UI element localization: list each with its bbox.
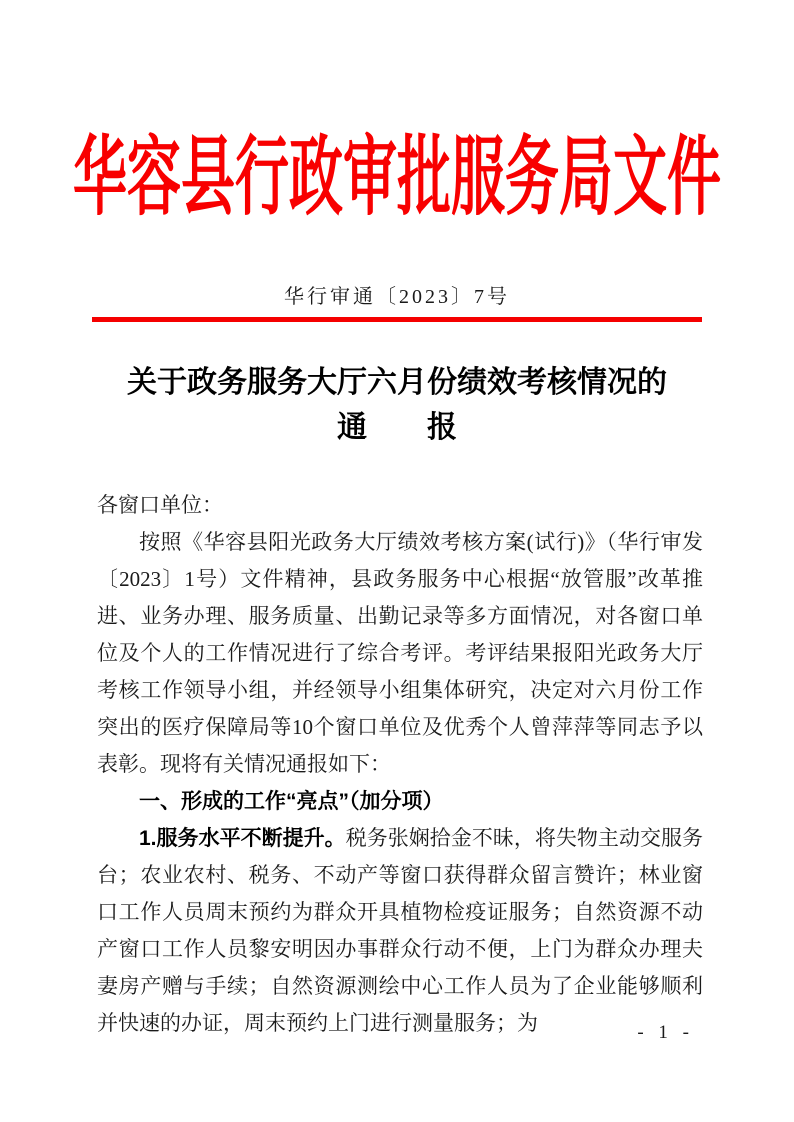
document-number: 华行审通〔2023〕7号 bbox=[284, 286, 510, 308]
page-number: - 1 - bbox=[637, 1022, 694, 1043]
document-title-line1: 关于政务服务大厅六月份绩效考核情况的 bbox=[127, 366, 667, 399]
section-heading: 一、形成的工作“亮点”（加分项） bbox=[139, 790, 444, 813]
item1-body: 税务张娴拾金不昧，将失物主动交服务台；农业农村、税务、不动产等窗口获得群众留言赞许；林业窗口工作人员周末预约为群众开具植物检疫证服务；自然资源不动产窗口工作人员黎安明因办事群众行动不便，上门为群众办理夫妻房产赠与手续；自然资源测绘中心工作人员为了企业能够顺利并快速的办证，周末预约上门进行测量服务；为 bbox=[97, 826, 703, 1035]
salutation: 各窗口单位： bbox=[97, 493, 223, 517]
red-header-title: 华容县行政审批服务局文件 bbox=[73, 129, 721, 226]
document-title-line2: 通 报 bbox=[337, 411, 457, 444]
paragraph-intro: 按照《华容县阳光政务大厅绩效考核方案(试行)》（华行审发〔2023〕1号）文件精神，县政务服务中心根据“放管服”改革推进、业务办理、服务质量、出勤记录等多方面情况，对各窗口单位及个人的工作情况进行了综合考评。考评结果报阳光政务大厅考核工作领导小组，并经领导小组集体研究，决定对六月份工作突出的医疗保障局等10个窗口单位及优秀个人曾萍萍等同志予以表彰。现将有关情况通报如下： bbox=[97, 530, 703, 776]
document-body bbox=[97, 487, 703, 1042]
document-title bbox=[0, 360, 794, 450]
item1-lead: 1.服务水平不断提升。 bbox=[139, 827, 346, 850]
red-divider-line bbox=[92, 317, 702, 322]
paragraph-item1 bbox=[97, 820, 703, 1042]
